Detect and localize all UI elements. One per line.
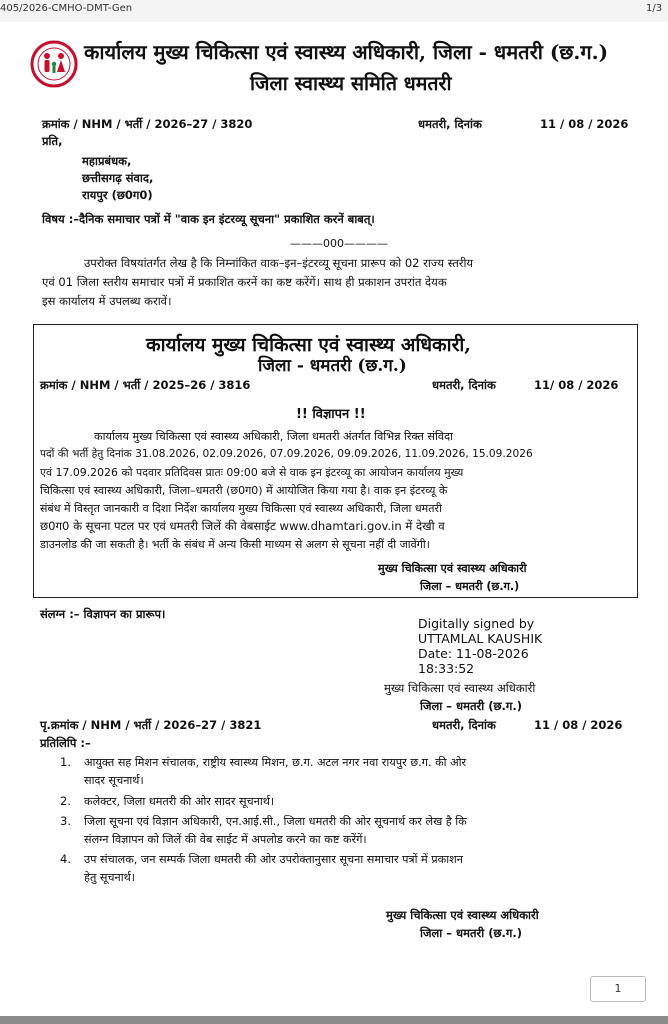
advert-reference: क्रमांक / NHM / भर्ती / 2025–26 / 3816 xyxy=(40,378,251,392)
copy-place-date-label: धमतरी, दिनांक xyxy=(432,718,496,732)
list-item-line-2: सादर सूचनार्थ। xyxy=(84,774,144,787)
signatory-title: मुख्य चिकित्सा एवं स्वास्थ्य अधिकारी xyxy=(384,681,536,695)
viewer-top-bar xyxy=(0,0,668,22)
separator: ———000———— xyxy=(290,237,388,250)
advert-body-line-5: संबंध में विस्तृत जानकारी व दिशा निर्देश कार्यालय मुख्य चिकित्सा एवं स्वास्थ्य अधिकारी, जिला धमतरी xyxy=(40,502,442,515)
list-number: 2. xyxy=(60,794,71,808)
viewer-bottom-bar xyxy=(0,1016,668,1024)
committee-title: जिला स्वास्थ्य समिति धमतरी xyxy=(250,72,452,95)
list-number: 1. xyxy=(60,755,71,769)
advert-title-1: कार्यालय मुख्य चिकित्सा एवं स्वास्थ्य अधिकारी, xyxy=(146,334,471,356)
document-reference: 405/2026-CMHO-DMT-Gen xyxy=(0,3,133,14)
advert-body-line-3: एवं 17.09.2026 को पदवार प्रतिदिवस प्रातः 09:00 बजे से वाक इन इंटरव्यू का आयोजन कार्यालय मुख्य xyxy=(40,466,464,479)
page-indicator: 1/3 xyxy=(646,3,663,14)
addressee-line-1: महाप्रबंधक, xyxy=(82,154,132,168)
digital-signature-line-3: Date: 11-08-2026 xyxy=(418,646,529,661)
subject-line: विषय :–दैनिक समाचार पत्रों में "वाक इन इंटरव्यू सूचना" प्रकाशित करनें बाबत्। xyxy=(42,212,375,226)
advert-signatory-district: जिला – धमतरी (छ.ग.) xyxy=(420,580,520,593)
page-number-box[interactable]: 1 xyxy=(590,976,646,1002)
footer-signatory-district: जिला – धमतरी (छ.ग.) xyxy=(420,926,523,940)
office-title: कार्यालय मुख्य चिकित्सा एवं स्वास्थ्य अधिकारी, जिला - धमतरी (छ.ग.) xyxy=(84,40,609,64)
advert-body-line-7: डाउनलोड की जा सकती है। भर्ती के संबंध में अन्य किसी माध्यम से अलग से सूचना नहीं दी जावेंगी। xyxy=(40,538,430,551)
advert-date: 11/ 08 / 2026 xyxy=(534,378,619,392)
list-item-line-1: आयुक्त सह मिशन संचालक, राष्ट्रीय स्वास्थ्य मिशन, छ.ग. अटल नगर नवा रायपुर छ.ग. की ओर xyxy=(84,756,467,769)
national-health-mission-logo xyxy=(30,40,78,88)
copy-label: प्रतिलिपि :– xyxy=(40,736,91,750)
list-item-line-1: उप संचालक, जन सम्पर्क जिला धमतरी की ओर उपरोक्तानुसार सूचना समाचार पत्रों में प्रकाशन xyxy=(84,853,463,866)
digital-signature-line-1: Digitally signed by xyxy=(418,616,535,631)
to-label: प्रति, xyxy=(42,134,63,148)
letter-reference: क्रमांक / NHM / भर्ती / 2026–27 / 3820 xyxy=(42,117,253,131)
advert-heading: !! विज्ञापन !! xyxy=(296,407,366,422)
advert-body-line-1: कार्यालय मुख्य चिकित्सा एवं स्वास्थ्य अधिकारी, जिला धमतरी अंतर्गत विभिन्न रिक्त संविदा xyxy=(94,430,453,443)
body-line-3: इस कार्यालय में उपलब्ध करावें। xyxy=(42,294,172,308)
advert-body-line-6: छ0ग0 के सूचना पटल पर एवं धमतरी जिलें की वेबसाईट www.dhamtari.gov.in में देखी व xyxy=(40,519,445,533)
list-item-line-2: हेतु सूचनार्थ। xyxy=(84,871,136,884)
letter-place-date-label: धमतरी, दिनांक xyxy=(418,117,482,131)
enclosure-line: संलग्न :– विज्ञापन का प्रारूप। xyxy=(40,607,166,621)
addressee-line-2: छत्तीसगढ़ संवाद, xyxy=(82,171,154,185)
letter-date: 11 / 08 / 2026 xyxy=(540,117,629,131)
advert-signatory-title: मुख्य चिकित्सा एवं स्वास्थ्य अधिकारी xyxy=(378,562,527,575)
list-item-line-2: संलग्न विज्ञापन को जिलें की वेब साईट में अपलोड करने का कष्ट करेंगें। xyxy=(84,833,367,846)
list-number: 4. xyxy=(60,852,71,866)
copy-reference: पृ.क्रमांक / NHM / भर्ती / 2026–27 / 3821 xyxy=(40,718,262,732)
advert-body-line-2: पदों की भर्ती हेतु दिनांक 31.08.2026, 02.09.2026, 07.09.2026, 09.09.2026, 11.09.2026, 15.09.2026 xyxy=(40,448,533,460)
digital-signature-line-2: UTTAMLAL KAUSHIK xyxy=(418,631,543,646)
list-number: 3. xyxy=(60,814,71,828)
advert-place-date-label: धमतरी, दिनांक xyxy=(432,378,496,392)
body-line-1: उपरोक्त विषयांतर्गत लेख है कि निम्नांकित वाक–इन–इंटरव्यू सूचना प्रारूप को 02 राज्य स्तरीय xyxy=(84,256,474,270)
copy-date: 11 / 08 / 2026 xyxy=(534,718,623,732)
advert-body-line-4: चिकित्सा एवं स्वास्थ्य अधिकारी, जिला–धमतरी (छ0ग0) में आयोजित किया गया है। वाक इन इंटरव्यू के xyxy=(40,484,448,497)
body-line-2: एवं 01 जिला स्तरीय समाचार पत्रों में प्रकाशित करनें का कष्ट करेंगें। साथ ही प्रकाशन उपरांत देयक xyxy=(42,275,447,289)
advert-title-2: जिला - धमतरी (छ.ग.) xyxy=(258,356,407,376)
list-item-line-1: जिला सूचना एवं विज्ञान अधिकारी, एन.आई.सी., जिला धमतरी की ओर सूचनार्थ कर लेख है कि xyxy=(84,815,467,828)
list-item-line-1: कलेक्टर, जिला धमतरी की ओर सादर सूचनार्थ। xyxy=(84,795,275,808)
addressee-line-3: रायपुर (छ0ग0) xyxy=(82,188,153,202)
signatory-district: जिला – धमतरी (छ.ग.) xyxy=(420,699,523,713)
digital-signature-line-4: 18:33:52 xyxy=(418,661,475,676)
footer-signatory-title: मुख्य चिकित्सा एवं स्वास्थ्य अधिकारी xyxy=(386,908,539,922)
